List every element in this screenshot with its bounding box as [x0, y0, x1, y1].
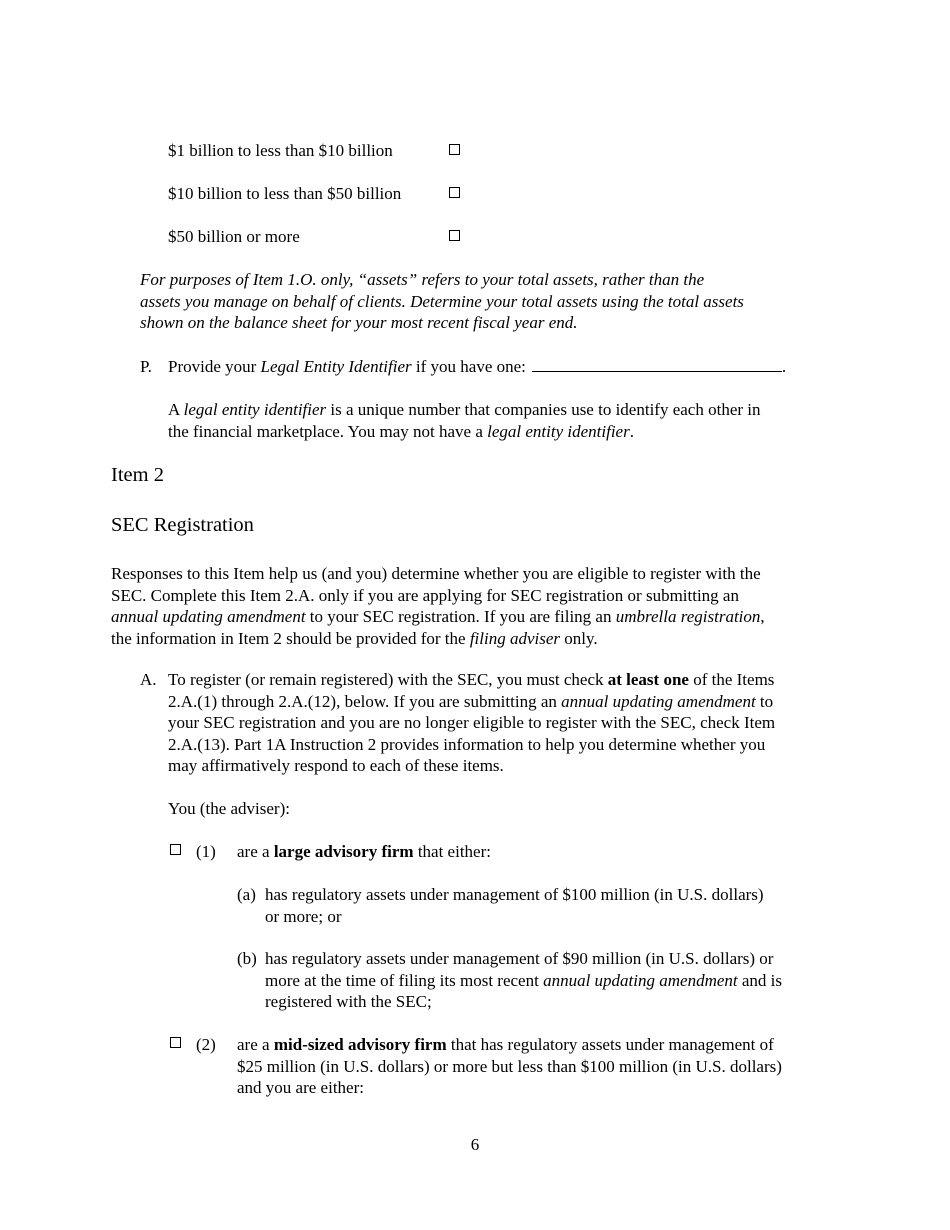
item-a-line: may affirmatively respond to each of these items. [168, 756, 504, 776]
asset-range-label: $10 billion to less than $50 billion [168, 184, 402, 203]
option-1-checkbox[interactable] [170, 844, 181, 855]
item-p-term: Legal Entity Identifier [260, 357, 412, 376]
intro-line: annual updating amendment to your SEC registration. If you are filing an umbrella registration, [111, 607, 765, 627]
asset-range-row [168, 140, 393, 162]
intro-line: Responses to this Item help us (and you) determine whether you are eligible to register with the [111, 564, 761, 583]
adviser-label: You (the adviser): [168, 799, 290, 818]
asset-range-checkbox[interactable] [449, 230, 460, 241]
asset-range-label: $1 billion to less than $10 billion [168, 141, 393, 160]
item-a-line: 2.A.(1) through 2.A.(12), below. If you are submitting an annual updating amendment to [168, 691, 774, 711]
option-1b-line: registered with the SEC; [265, 992, 432, 1012]
option-2-checkbox[interactable] [170, 1037, 181, 1048]
item-a-line: To register (or remain registered) with the SEC, you must check at least one of the Items [168, 670, 775, 689]
option-2-line: are a mid-sized advisory firm that has regulatory assets under management of [237, 1035, 774, 1054]
lei-note-line: the financial marketplace. You may not have a legal entity identifier. [168, 421, 634, 441]
intro-line: SEC. Complete this Item 2.A. only if you are applying for SEC registration or submitting an [111, 585, 739, 605]
option-1b-line: has regulatory assets under management of $90 million (in U.S. dollars) or [265, 949, 774, 968]
item-p-text: if you have one: [411, 357, 526, 376]
lei-note-line: A legal entity identifier is a unique number that companies use to identify each other in [168, 400, 761, 419]
note-line: assets you manage on behalf of clients. Determine your total assets using the total assets [140, 291, 744, 311]
item-p-text: Provide your [168, 357, 261, 376]
item-p-letter: P. [140, 357, 152, 376]
item-a-letter: A. [140, 670, 157, 689]
option-2-line: $25 million (in U.S. dollars) or more but less than $100 million (in U.S. dollars) [237, 1056, 782, 1076]
asset-range-checkbox[interactable] [449, 187, 460, 198]
item-p-question [168, 356, 786, 378]
option-1b-label: (b) [237, 949, 257, 968]
page-number: 6 [470, 1135, 480, 1154]
lei-input-blank[interactable] [532, 357, 782, 372]
item-a-text [168, 669, 775, 777]
asset-range-label: $50 billion or more [168, 227, 300, 246]
intro-line: the information in Item 2 should be provided for the filing adviser only. [111, 628, 598, 648]
asset-range-row [168, 183, 401, 205]
note-line: shown on the balance sheet for your most recent fiscal year end. [140, 313, 578, 333]
option-1b-line: more at the time of filing its most recent annual updating amendment and is [265, 970, 783, 990]
option-2-text [237, 1034, 782, 1099]
note-line: For purposes of Item 1.O. only, “assets” refers to your total assets, rather than the [140, 270, 705, 289]
item-2-subtitle: SEC Registration [111, 514, 254, 536]
option-1a-text [265, 884, 764, 927]
asset-range-checkbox[interactable] [449, 144, 460, 155]
lei-note [168, 399, 761, 442]
option-1a-line: has regulatory assets under management of $100 million (in U.S. dollars) [265, 885, 764, 904]
option-1a-label: (a) [237, 885, 256, 904]
item-p-period: . [781, 357, 787, 376]
item-2-intro [111, 563, 765, 649]
option-1-text: are a large advisory firm that either: [237, 842, 491, 861]
item-a-line: 2.A.(13). Part 1A Instruction 2 provides information to help you determine whether you [168, 734, 766, 754]
item-1o-note [140, 269, 744, 334]
option-1a-line: or more; or [265, 906, 342, 926]
item-2-title: Item 2 [111, 464, 164, 486]
option-1-number: (1) [196, 842, 216, 861]
option-2-number: (2) [196, 1035, 216, 1054]
option-1b-text [265, 948, 782, 1013]
asset-range-row [168, 226, 300, 248]
item-a-line: your SEC registration and you are no longer eligible to register with the SEC, check Item [168, 713, 776, 733]
option-2-line: and you are either: [237, 1078, 364, 1098]
